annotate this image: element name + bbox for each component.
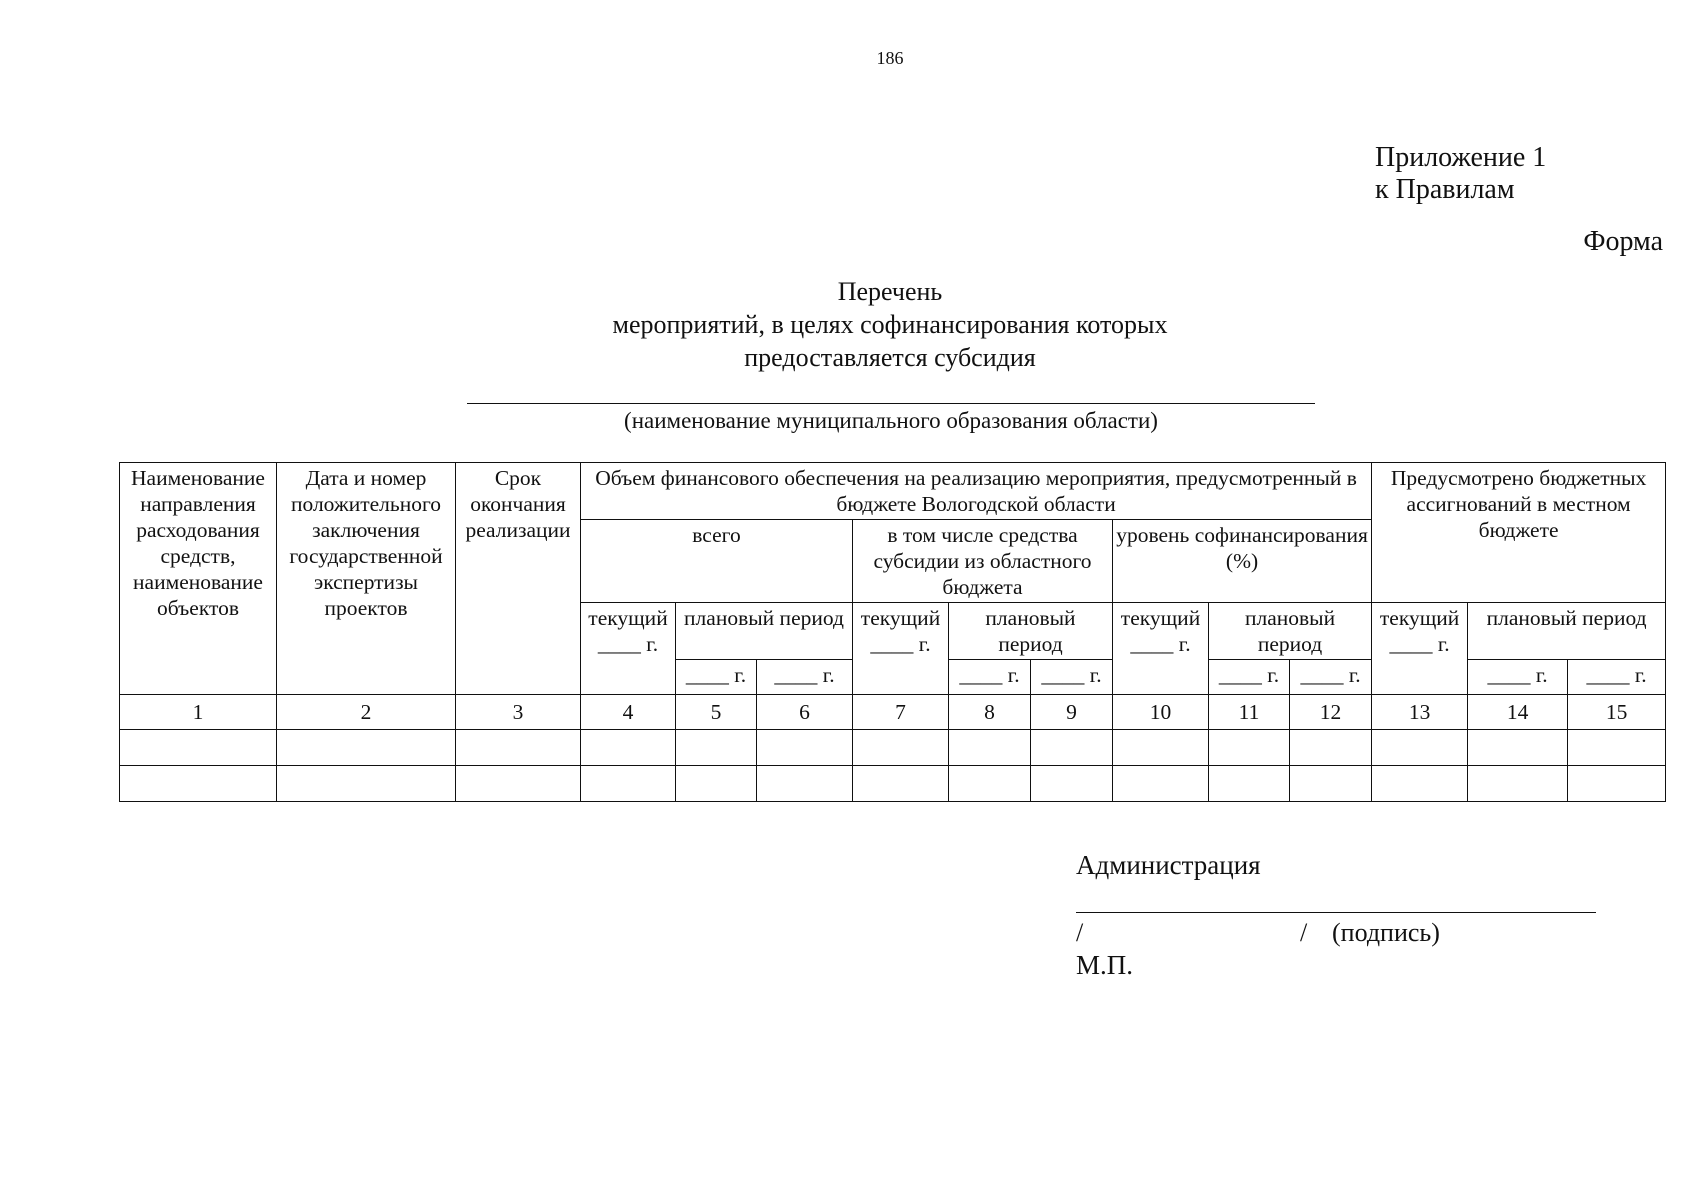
table-cell[interactable] <box>1568 766 1666 802</box>
year-blank: ____ г. <box>597 632 659 656</box>
table-cell[interactable] <box>456 730 581 766</box>
column-number: 15 <box>1568 695 1666 730</box>
header-total: всего <box>581 520 853 603</box>
column-number: 3 <box>456 695 581 730</box>
header-planned: плановый период <box>1468 603 1666 660</box>
appendix-label <box>1375 142 1546 206</box>
header-subsidy: в том числе средства субсидии из областного бюджета <box>853 520 1113 603</box>
table-cell[interactable] <box>757 766 853 802</box>
header-planned: плановый период <box>676 603 853 660</box>
table-cell[interactable] <box>1209 730 1290 766</box>
title-line2: мероприятий, в целях софинансирования которых <box>612 310 1168 339</box>
table-cell[interactable] <box>277 766 456 802</box>
header-current <box>581 603 676 695</box>
table-cell[interactable] <box>1468 766 1568 802</box>
header-current <box>853 603 949 695</box>
column-number: 9 <box>1031 695 1113 730</box>
appendix-line2: к Правилам <box>1375 174 1515 205</box>
administration-label: Администрация <box>1076 850 1261 880</box>
table-cell[interactable] <box>1290 730 1372 766</box>
current-label: текущий <box>1120 606 1201 630</box>
year-blank: ____ г. <box>1209 660 1290 695</box>
column-number: 14 <box>1468 695 1568 730</box>
column-number: 7 <box>853 695 949 730</box>
table-cell[interactable] <box>1290 766 1372 802</box>
header-current <box>1372 603 1468 695</box>
table-cell[interactable] <box>1372 730 1468 766</box>
column-number: 12 <box>1290 695 1372 730</box>
column-number: 4 <box>581 695 676 730</box>
column-number: 10 <box>1113 695 1209 730</box>
table-cell[interactable] <box>581 766 676 802</box>
column-number: 13 <box>1372 695 1468 730</box>
table-cell[interactable] <box>1031 766 1113 802</box>
header-planned: плановый период <box>1209 603 1372 660</box>
slash-left: / <box>1076 918 1084 947</box>
header-col3: Срок окончания реализации <box>456 463 581 695</box>
year-blank: ____ г. <box>1468 660 1568 695</box>
table-cell[interactable] <box>120 766 277 802</box>
table-cell[interactable] <box>1031 730 1113 766</box>
document-title <box>0 275 1697 374</box>
column-number: 11 <box>1209 695 1290 730</box>
signature-caption: (подпись) <box>1332 918 1440 947</box>
header-col1: Наименование направления расходования средств, наименование объектов <box>120 463 277 695</box>
municipality-caption: (наименование муниципального образования области) <box>624 408 1158 433</box>
measures-table <box>119 462 1666 802</box>
slash-right: / <box>1300 918 1308 947</box>
column-number: 5 <box>676 695 757 730</box>
table-cell[interactable] <box>120 730 277 766</box>
year-blank: ____ г. <box>870 632 931 656</box>
table-row <box>120 766 1666 802</box>
table-cell[interactable] <box>676 730 757 766</box>
column-number: 1 <box>120 695 277 730</box>
form-label: Форма <box>1583 226 1663 257</box>
table-cell[interactable] <box>853 766 949 802</box>
header-col2: Дата и номер положительного заключения государственной экспертизы проектов <box>277 463 456 695</box>
table-cell[interactable] <box>949 730 1031 766</box>
header-current <box>1113 603 1209 695</box>
current-label: текущий <box>588 606 668 630</box>
year-blank: ____ г. <box>1290 660 1372 695</box>
title-line1: Перечень <box>837 277 943 306</box>
header-financing: Объем финансового обеспечения на реализацию мероприятия, предусмотренный в бюджете Вологодской области <box>581 463 1372 520</box>
table-cell[interactable] <box>456 766 581 802</box>
column-number: 6 <box>757 695 853 730</box>
table-cell[interactable] <box>1468 730 1568 766</box>
table-cell[interactable] <box>1209 766 1290 802</box>
table-cell[interactable] <box>1113 766 1209 802</box>
column-number: 8 <box>949 695 1031 730</box>
year-blank: ____ г. <box>1130 632 1191 656</box>
current-label: текущий <box>860 606 941 630</box>
year-blank: ____ г. <box>1568 660 1666 695</box>
header-local-budget: Предусмотрено бюджетных ассигнований в местном бюджете <box>1372 463 1666 603</box>
year-blank: ____ г. <box>949 660 1031 695</box>
table-cell[interactable] <box>757 730 853 766</box>
current-label: текущий <box>1379 606 1460 630</box>
year-blank: ____ г. <box>1389 632 1450 656</box>
year-blank: ____ г. <box>757 660 853 695</box>
signature-line[interactable] <box>1076 912 1596 913</box>
municipality-field[interactable] <box>467 403 1315 434</box>
table-cell[interactable] <box>277 730 456 766</box>
year-blank: ____ г. <box>676 660 757 695</box>
stamp-place-label: М.П. <box>1076 950 1134 980</box>
column-number: 2 <box>277 695 456 730</box>
table-cell[interactable] <box>581 730 676 766</box>
year-blank: ____ г. <box>1031 660 1113 695</box>
table-cell[interactable] <box>676 766 757 802</box>
header-planned: плановый период <box>949 603 1113 660</box>
table-cell[interactable] <box>1568 730 1666 766</box>
appendix-line1: Приложение 1 <box>1375 142 1547 173</box>
table-cell[interactable] <box>853 730 949 766</box>
column-number-row <box>120 695 1666 730</box>
table-cell[interactable] <box>1372 766 1468 802</box>
title-line3: предоставляется субсидия <box>744 343 1036 372</box>
header-cofinancing-level: уровень софинансирования (%) <box>1113 520 1372 603</box>
table-cell[interactable] <box>1113 730 1209 766</box>
page-number: 186 <box>876 48 904 68</box>
table-row <box>120 730 1666 766</box>
table-cell[interactable] <box>949 766 1031 802</box>
